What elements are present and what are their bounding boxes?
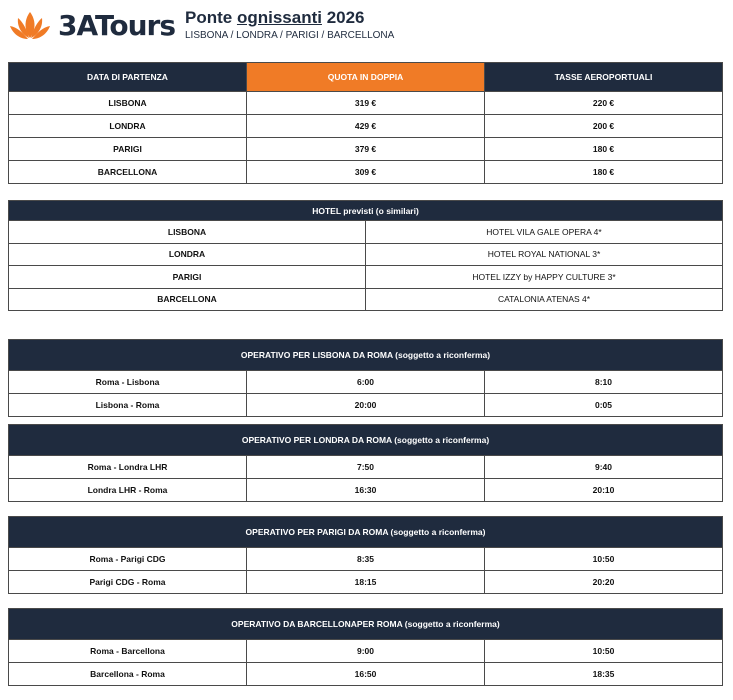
header-cell: DATA DI PARTENZA bbox=[9, 63, 247, 92]
table-cell: HOTEL ROYAL NATIONAL 3* bbox=[366, 243, 723, 266]
brand-logo bbox=[8, 6, 176, 46]
page-subtitle: LISBONA / LONDRA / PARIGI / BARCELLONA bbox=[185, 30, 395, 41]
table-header-row bbox=[9, 425, 723, 456]
table-cell: Roma - Parigi CDG bbox=[9, 548, 247, 571]
table-cell: 20:10 bbox=[485, 479, 723, 502]
table-cell: Roma - Lisbona bbox=[9, 371, 247, 394]
table-cell: 16:50 bbox=[247, 663, 485, 686]
logo-text: 3ATours bbox=[58, 9, 176, 42]
table-cell: Roma - Barcellona bbox=[9, 640, 247, 663]
title-part-3: 2026 bbox=[321, 8, 365, 27]
table-cell: 429 € bbox=[247, 115, 485, 138]
table-cell: 309 € bbox=[247, 161, 485, 184]
table-cell: 319 € bbox=[247, 92, 485, 115]
table-header-row bbox=[9, 63, 723, 92]
table-cell: HOTEL VILA GALE OPERA 4* bbox=[366, 221, 723, 244]
table-header-row bbox=[9, 517, 723, 548]
table-cell: 180 € bbox=[485, 138, 723, 161]
header-cell: QUOTA IN DOPPIA bbox=[247, 63, 485, 92]
table-row bbox=[9, 161, 723, 184]
operativo-parigi-table bbox=[8, 516, 723, 594]
table-row bbox=[9, 456, 723, 479]
table-header-row bbox=[9, 201, 723, 221]
table-row bbox=[9, 640, 723, 663]
table-cell: 8:35 bbox=[247, 548, 485, 571]
table-cell: Parigi CDG - Roma bbox=[9, 571, 247, 594]
table-row bbox=[9, 371, 723, 394]
table-cell: 18:35 bbox=[485, 663, 723, 686]
prices-table bbox=[8, 62, 723, 184]
table-row bbox=[9, 138, 723, 161]
table-cell: LISBONA bbox=[9, 92, 247, 115]
table-cell: 10:50 bbox=[485, 548, 723, 571]
table-cell: 10:50 bbox=[485, 640, 723, 663]
table-cell: 220 € bbox=[485, 92, 723, 115]
table-cell: 200 € bbox=[485, 115, 723, 138]
table-row bbox=[9, 243, 723, 266]
table-row bbox=[9, 92, 723, 115]
operativo-lisbona-table bbox=[8, 339, 723, 417]
hotels-table bbox=[8, 200, 723, 311]
table-cell: 8:10 bbox=[485, 371, 723, 394]
table-row bbox=[9, 394, 723, 417]
operativo-barcellona-table bbox=[8, 608, 723, 686]
header-cell: HOTEL previsti (o similari) bbox=[9, 201, 723, 221]
table-cell: Lisbona - Roma bbox=[9, 394, 247, 417]
table-row bbox=[9, 663, 723, 686]
table-cell: 9:40 bbox=[485, 456, 723, 479]
page-title bbox=[185, 8, 365, 28]
table-row bbox=[9, 479, 723, 502]
table-cell: BARCELLONA bbox=[9, 161, 247, 184]
header-cell: OPERATIVO PER LISBONA DA ROMA (soggetto a riconferma) bbox=[9, 340, 723, 371]
table-cell: 9:00 bbox=[247, 640, 485, 663]
table-cell: 20:20 bbox=[485, 571, 723, 594]
header-cell: OPERATIVO PER LONDRA DA ROMA (soggetto a riconferma) bbox=[9, 425, 723, 456]
table-header-row bbox=[9, 609, 723, 640]
header-cell: OPERATIVO DA BARCELLONAPER ROMA (soggetto a riconferma) bbox=[9, 609, 723, 640]
table-cell: 379 € bbox=[247, 138, 485, 161]
table-cell: 7:50 bbox=[247, 456, 485, 479]
table-cell: BARCELLONA bbox=[9, 288, 366, 311]
table-cell: PARIGI bbox=[9, 138, 247, 161]
table-cell: Londra LHR - Roma bbox=[9, 479, 247, 502]
table-cell: 18:15 bbox=[247, 571, 485, 594]
header-cell: OPERATIVO PER PARIGI DA ROMA (soggetto a riconferma) bbox=[9, 517, 723, 548]
operativo-londra-table bbox=[8, 424, 723, 502]
table-cell: 20:00 bbox=[247, 394, 485, 417]
table-cell: PARIGI bbox=[9, 266, 366, 289]
table-cell: 0:05 bbox=[485, 394, 723, 417]
table-cell: LONDRA bbox=[9, 243, 366, 266]
table-cell: LISBONA bbox=[9, 221, 366, 244]
table-row bbox=[9, 115, 723, 138]
table-row bbox=[9, 571, 723, 594]
table-cell: 16:30 bbox=[247, 479, 485, 502]
header-cell: TASSE AEROPORTUALI bbox=[485, 63, 723, 92]
table-row bbox=[9, 288, 723, 311]
table-row bbox=[9, 548, 723, 571]
table-row bbox=[9, 221, 723, 244]
title-part-2: ognissanti bbox=[236, 8, 322, 27]
lotus-logo-icon bbox=[8, 8, 52, 44]
table-cell: Barcellona - Roma bbox=[9, 663, 247, 686]
table-header-row bbox=[9, 340, 723, 371]
table-cell: HOTEL IZZY by HAPPY CULTURE 3* bbox=[366, 266, 723, 289]
table-cell: 180 € bbox=[485, 161, 723, 184]
table-cell: 6:00 bbox=[247, 371, 485, 394]
table-row bbox=[9, 266, 723, 289]
table-cell: Roma - Londra LHR bbox=[9, 456, 247, 479]
table-cell: CATALONIA ATENAS 4* bbox=[366, 288, 723, 311]
table-cell: LONDRA bbox=[9, 115, 247, 138]
title-part-1: Ponte bbox=[185, 8, 237, 27]
